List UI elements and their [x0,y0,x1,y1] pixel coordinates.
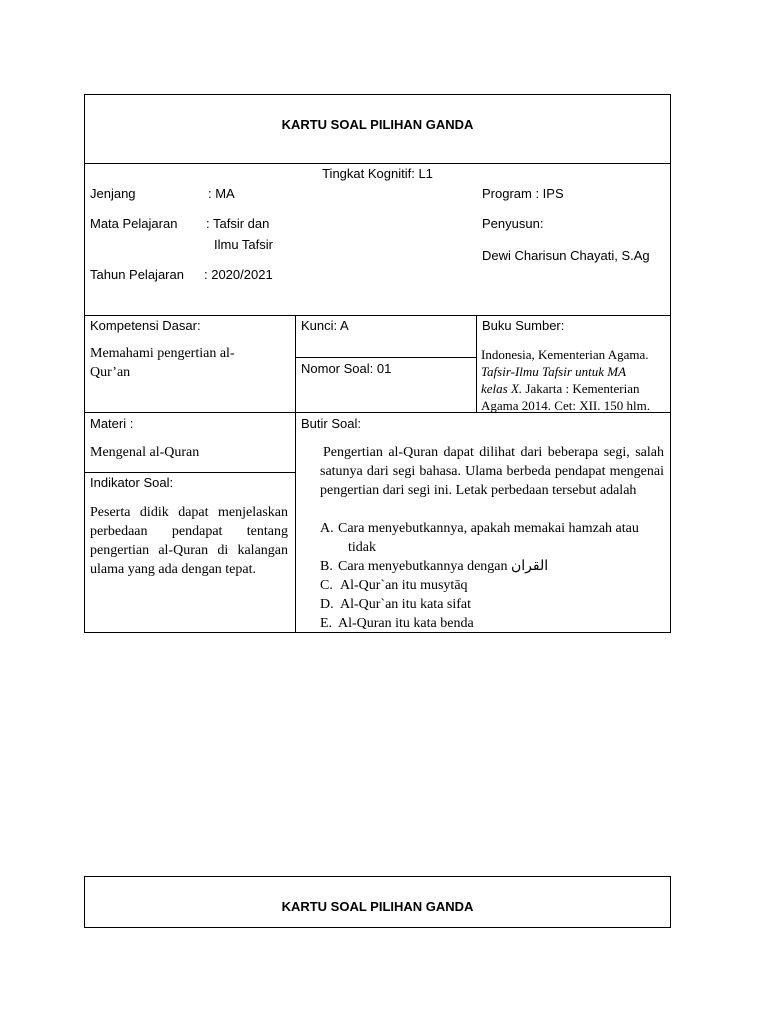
option-letter: A. [320,521,334,536]
divider [295,357,476,358]
option-b [320,557,666,576]
answer-key: Kunci: A [301,318,349,333]
kd-text: Memahami pengertian al- [90,346,235,361]
card-title: KARTU SOAL PILIHAN GANDA [281,117,474,132]
option-letter: D. [320,597,334,612]
card-title-2: KARTU SOAL PILIHAN GANDA [281,899,474,914]
kd-label: Kompetensi Dasar: [90,318,201,333]
divider [476,315,477,412]
option-list [320,519,666,633]
question-number: Nomor Soal: 01 [301,361,392,376]
penyusun-name: Dewi Charisun Chayati, S.Ag [482,248,650,263]
source-line-rest: Jakarta : Kementerian [522,381,640,396]
kd-text-cont: Qur’an [90,365,131,380]
source-line: Tafsir-Ilmu Tafsir untuk MA [481,364,627,379]
jenjang-label: Jenjang [90,186,136,201]
option-text: Al-Quran itu kata benda [338,616,474,631]
option-letter: B. [320,559,333,574]
cognitive-level: Tingkat Kognitif: L1 [322,166,433,181]
tahun-value: : 2020/2021 [204,267,273,282]
option-text: Cara menyebutkannya, apakah memakai hamzah atau [338,521,639,536]
divider [295,315,296,633]
source-line: Indonesia, Kementerian Agama. [481,347,649,362]
materi-text: Mengenal al-Quran [90,445,200,460]
divider [84,163,671,164]
option-text: Cara menyebutkannya dengan القران [338,559,549,574]
option-a [320,519,666,538]
option-e [320,614,666,633]
question-label: Butir Soal: [301,416,361,431]
tahun-label: Tahun Pelajaran [90,267,184,282]
divider [84,472,295,473]
jenjang-value: : MA [208,186,235,201]
mapel-label: Mata Pelajaran [90,216,178,231]
source-line: Agama 2014. Cet: XII. 150 hlm. [481,398,650,413]
option-text: Al-Qur`an itu musytāq [340,578,468,593]
option-d [320,595,666,614]
source-line [481,380,667,397]
option-text: Al-Qur`an itu kata sifat [340,597,472,612]
materi-label: Materi : [90,416,134,431]
option-letter: E. [320,616,333,631]
program: Program : IPS [482,186,564,201]
source-line-italic: kelas X. [481,381,523,396]
question-stem: Pengertian al-Quran dapat dilihat dari beberapa segi, salah satunya dari segi bahasa. Ulama berbeda pendapat mengenai pengertian dari segi ini. Letak perbedaan tersebut adalah [320,445,664,498]
option-a-cont: tidak [348,540,376,555]
option-c [320,576,666,595]
divider [84,315,671,316]
source-label: Buku Sumber: [482,318,565,333]
penyusun-label: Penyusun: [482,216,544,231]
indicator-text: Peserta didik dapat menjelaskan perbedaan pendapat tentang pengertian al-Quran di kalangan ulama yang ada dengan tepat. [90,505,288,577]
option-letter: C. [320,578,333,593]
indicator-label: Indikator Soal: [90,475,174,490]
mapel-value: : Tafsir dan [206,216,270,231]
source-text [481,346,667,414]
mapel-value-cont: Ilmu Tafsir [214,237,273,252]
